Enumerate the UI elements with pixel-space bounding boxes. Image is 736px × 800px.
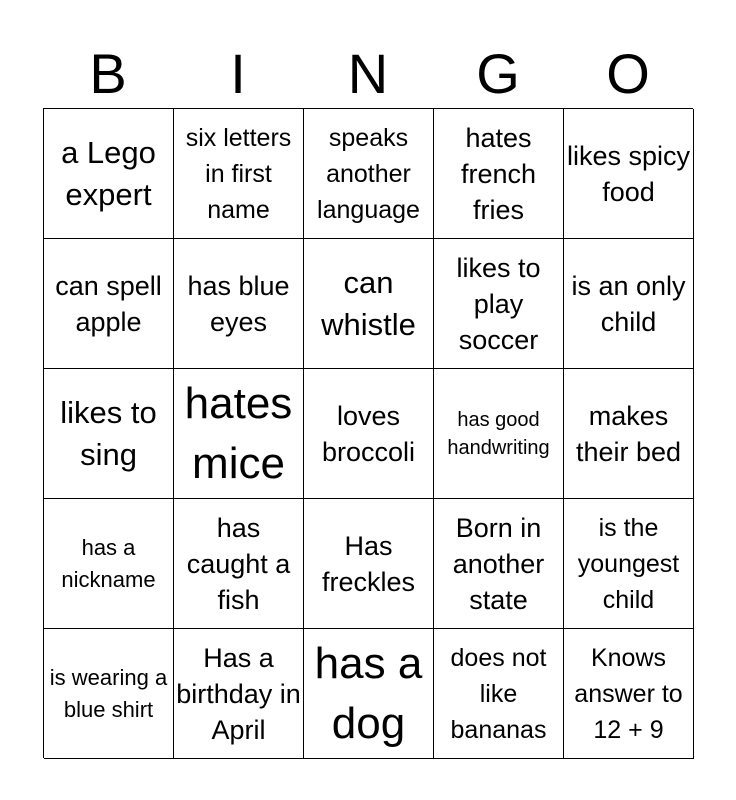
bingo-cell[interactable] [564, 369, 694, 499]
cell-text: is an only child [571, 270, 686, 337]
cell-text: can whistle [321, 264, 416, 342]
cell-text: Knows answer to 12 + 9 [574, 643, 683, 744]
bingo-cell[interactable] [304, 109, 434, 239]
cell-text: has a dog [314, 638, 423, 748]
bingo-cell[interactable] [564, 239, 694, 369]
cell-text: Born in another state [452, 512, 545, 615]
cell-text: loves broccoli [321, 400, 416, 467]
header-letter-o: O [606, 42, 650, 105]
cell-text: likes to sing [60, 394, 157, 472]
cell-text: hates french fries [460, 122, 537, 225]
cell-text: has blue eyes [187, 270, 290, 337]
bingo-cell[interactable] [44, 109, 174, 239]
bingo-cell[interactable] [564, 499, 694, 629]
bingo-cell[interactable] [434, 499, 564, 629]
cell-text: speaks another language [317, 123, 420, 224]
bingo-cell[interactable] [434, 369, 564, 499]
bingo-grid [43, 108, 693, 758]
bingo-cell[interactable] [174, 629, 304, 759]
bingo-header [43, 40, 693, 108]
cell-text: a Lego expert [61, 134, 156, 212]
bingo-cell[interactable] [304, 629, 434, 759]
cell-text: does not like bananas [450, 643, 547, 744]
bingo-cell[interactable] [174, 499, 304, 629]
cell-text: six letters in first name [185, 123, 292, 224]
header-letter-i: I [230, 42, 246, 105]
bingo-cell[interactable] [44, 239, 174, 369]
cell-text: has a nickname [61, 534, 156, 592]
bingo-cell[interactable] [564, 109, 694, 239]
cell-text: has caught a fish [186, 512, 291, 615]
bingo-cell[interactable] [44, 629, 174, 759]
bingo-cell[interactable] [434, 629, 564, 759]
cell-text: hates mice [184, 378, 293, 488]
bingo-cell[interactable] [304, 499, 434, 629]
cell-text: makes their bed [575, 400, 682, 467]
cell-text: is the youngest child [577, 513, 680, 614]
header-letter-b: B [89, 42, 127, 105]
cell-text: likes spicy food [566, 140, 691, 207]
bingo-cell[interactable] [564, 629, 694, 759]
bingo-cell[interactable] [434, 109, 564, 239]
cell-text: can spell apple [55, 270, 162, 337]
cell-text: Has a birthday in April [176, 642, 301, 745]
header-letter-n: N [347, 42, 389, 105]
bingo-cell[interactable] [44, 499, 174, 629]
bingo-cell[interactable] [304, 239, 434, 369]
cell-text: likes to play soccer [456, 252, 541, 355]
bingo-cell[interactable] [174, 109, 304, 239]
header-letter-g: G [476, 42, 520, 105]
bingo-cell[interactable] [304, 369, 434, 499]
cell-text: Has freckles [321, 530, 416, 597]
cell-text: is wearing a blue shirt [49, 664, 168, 722]
bingo-cell[interactable] [434, 239, 564, 369]
bingo-cell[interactable] [174, 239, 304, 369]
cell-text: has good handwriting [447, 408, 550, 459]
bingo-cell[interactable] [174, 369, 304, 499]
bingo-cell[interactable] [44, 369, 174, 499]
